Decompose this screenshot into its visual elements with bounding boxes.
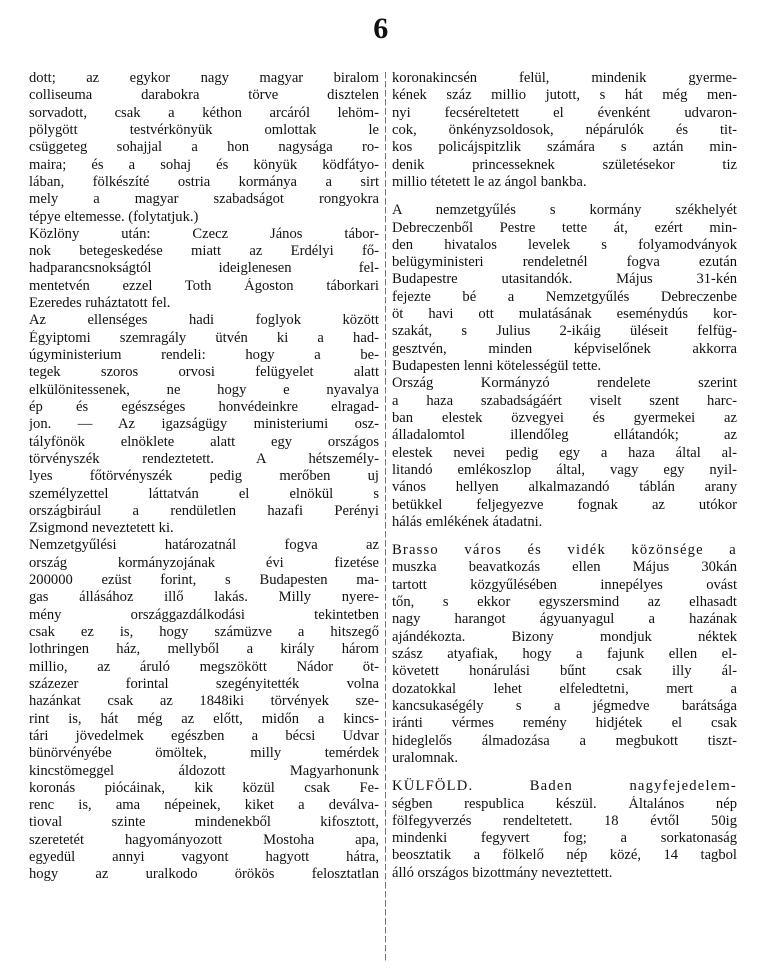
text-line: belügyministeri rendeletnél fogva ezután [392,254,737,271]
text-line: bünörvényébe ömöltek, milly temérdek [29,745,379,762]
text-line: egyedül annyi vagyont hagyott hátra, [29,849,379,866]
text-line: millio, az áruló megszökött Nádor öt- [29,658,379,675]
text-line: maira; és a sohaj és könyük ködfátyo- [29,156,379,173]
text-line: kincstömeggel áldozott Magyarhonunk [29,762,379,779]
text-line: követett honárulási bűnt csak illy ál- [392,663,737,680]
text-line: csak ez is, hogy számüzve a hitszegő [29,624,379,640]
text-line: Közlöny után: Czecz János tábor- [29,225,379,242]
right-text-column [392,70,737,970]
text-line: szakát, s Julius 2-ikáig üléseit felfüg- [392,323,737,340]
text-line: Az ellenséges hadi foglyok között [29,312,379,329]
text-line: litandó emlékoszlop által, vagy egy nyil- [392,461,737,478]
text-line: dott; az egykor nagy magyar biralom [29,70,379,86]
text-line: koronakincsén felül, mindenik gyerme- [392,70,737,86]
text-line: szeretetét hagyományozott Mostoha apa, [29,831,379,848]
text-line: Brasso város és vidék közönsége a [392,542,737,559]
text-line: uralomnak. [392,749,459,766]
text-line: Ezeredes ruháztatott fel. [29,295,171,312]
text-line: ban elestek özvegyei és gyermekei az [392,409,737,426]
text-line: tioval szinte mindenekből kifosztott, [29,814,379,831]
paragraph-spacer [392,191,737,202]
text-line: ségben respublica készül. Általános nép [392,795,737,812]
left-text-column [29,70,379,970]
text-line: koronás piócáinak, kik közül csak Fe- [29,779,379,796]
text-line: hideglelős álmadozása a megbukott tiszt- [392,732,737,749]
text-line: tegek szoros orvosi felügyelet alatt [29,364,379,381]
text-line: rint is, hát még az előtt, midőn a kincs- [29,710,379,727]
text-line: betükkel feljegyezve fognak az utókor [392,496,737,513]
text-line: mindenki fegyvert fog; a sorkatonaság [392,830,737,847]
text-line: mény országgazdálkodási tekintetben [29,606,379,623]
text-line: kos policájspitzlik számára s aztán min- [392,139,737,156]
text-line: Budapestre utasitandók. Május 31-kén [392,271,737,288]
text-line: beosztatik a fölkelő nép közé, 14 tagbol [392,847,737,864]
text-line: elkülönitessenek, ne hogy e nyavalya [29,381,379,398]
text-line: csüggeteg sohajjal a hon nagysága ro- [29,139,379,156]
text-line: elestek nevei pedig egy a haza által al- [392,444,737,461]
text-line: gesztvén, minden képviselőnek akkorra [392,340,737,357]
text-line: tályfönök elnöklete alatt egy országos [29,433,379,450]
text-line: ép és egészséges honvédeinkre elragad- [29,398,379,415]
text-line: személyzettel láttatván el elnökül s [29,485,379,502]
text-line: fölfegyverzés rendeltetett. 18 évtől 50ig [392,812,737,829]
text-line: colliseuma darabokra törve disztelen [29,87,379,104]
text-line: ajándékozta. Bizony mondjuk néktek [392,628,737,645]
text-line: ország kormányzojának évi fizetése [29,554,379,571]
text-line: tépye eltemesse. (folytatjuk.) [29,208,199,225]
paragraph-spacer [392,531,737,542]
text-line: a haza szabadságáért viselt szent harc- [392,392,737,409]
text-line: dozatokkal lehet elfeledtetni, mert a [392,680,737,697]
text-line: denik princesseknek születésekor tiz [392,156,737,173]
text-line: Égyiptomi szemragály ütvén ki a had- [29,329,379,346]
text-line: Nemzetgyűlési határozatnál fogva az [29,537,379,554]
text-line: hogy az uralkodo örökös felosztatlan [29,866,379,883]
text-line: álló országos bizottmány neveztettett. [392,864,613,881]
column-divider [385,72,386,962]
text-line: lyes főtörvényszék pedig merőben uj [29,468,379,485]
text-line: álladalomtol illendőleg ellátandók; az [392,427,737,444]
text-line: fejezte bé a Nemzetgyűlés Debreczenbe [392,288,737,305]
text-line: tári jövedelmek egészben a bécsi Udvar [29,727,379,744]
text-line: öt havi ott mulatásának eseménydús kor- [392,306,737,323]
text-line: tartott közgyűlésében innepélyes ovást [392,576,737,593]
text-line: pölygött testvérkönyük omlottak le [29,121,379,138]
text-line: hálás emlékének átadatni. [392,513,543,530]
text-line: mentetvén ezzel Toth Ágoston táborkari [29,277,379,294]
text-line: nagy harangot ágyuanyagul a hazának [392,611,737,628]
text-line: mely a magyar szabadságot rongyokra [29,191,379,208]
text-line: Zsigmond neveztetett ki. [29,520,174,537]
text-line: gas állásához illő lakás. Milly nyere- [29,589,379,606]
text-line: renc is, ama népeinek, kiket a deválva- [29,797,379,814]
text-line: hazánkat csak az 1848iki törvények sze- [29,693,379,710]
text-line: nyi fecséreltetett el évenként udvaron- [392,104,737,121]
paragraph-spacer [392,767,737,778]
text-line: iránti vérmes remény hidjétek el csak [392,715,737,732]
text-line: Ország Kormányzó rendelete szerint [392,375,737,392]
text-line: muszka beavatkozás ellen Május 30kán [392,559,737,576]
text-line: cok, önkényzsoldosok, népárulók és tit- [392,121,737,138]
text-line: vános hellyen alkalmazandó táblán arany [392,479,737,496]
text-line: A nemzetgyűlés s kormány székhelyét [392,202,737,219]
text-line: országbirául a rendületlen hazafi Perényi [29,502,379,519]
text-line: jon. — Az igazságügy ministeriumi osz- [29,416,379,433]
text-line: lothringen ház, mellyből a király három [29,641,379,658]
text-line: kének száz millio jutott, s hát még men- [392,87,737,104]
text-line: szász atyafiak, hogy a fajunk ellen el- [392,646,737,662]
text-line: sorvadott, csak a kéthon arcáról lehöm- [29,104,379,121]
text-line: törvényszék rendeztetett. A hétszemély- [29,450,379,467]
text-line: úgyministerium rendeli: hogy a be- [29,347,379,363]
text-line: tőn, s ekkor egyszersmind az elhasadt [392,594,737,611]
text-line: százezer forintal szegényitették volna [29,675,379,692]
text-line: KÜLFÖLD. Baden nagyfejedelem- [392,778,737,795]
text-line: Debreczenből Pestre tette át, ezért min- [392,219,737,236]
text-line: Budapesten lenni kötelességül tette. [392,358,602,374]
page-number: 6 [373,12,389,45]
text-line: millio tétetett le az ángol bankba. [392,173,587,190]
text-line: lában, fölkészíté ostria kormánya a sirt [29,173,379,190]
text-line: kancsukaségély s a jégmedve barátsága [392,697,737,714]
text-line: den hivatalos levelek s folyamodványok [392,236,737,253]
text-line: hadparancsnokságtól ideiglenesen fel- [29,260,379,277]
text-line: nok betegeskedése miatt az Erdélyi fő- [29,243,379,260]
text-line: 200000 ezüst forint, s Budapesten ma- [29,572,379,589]
